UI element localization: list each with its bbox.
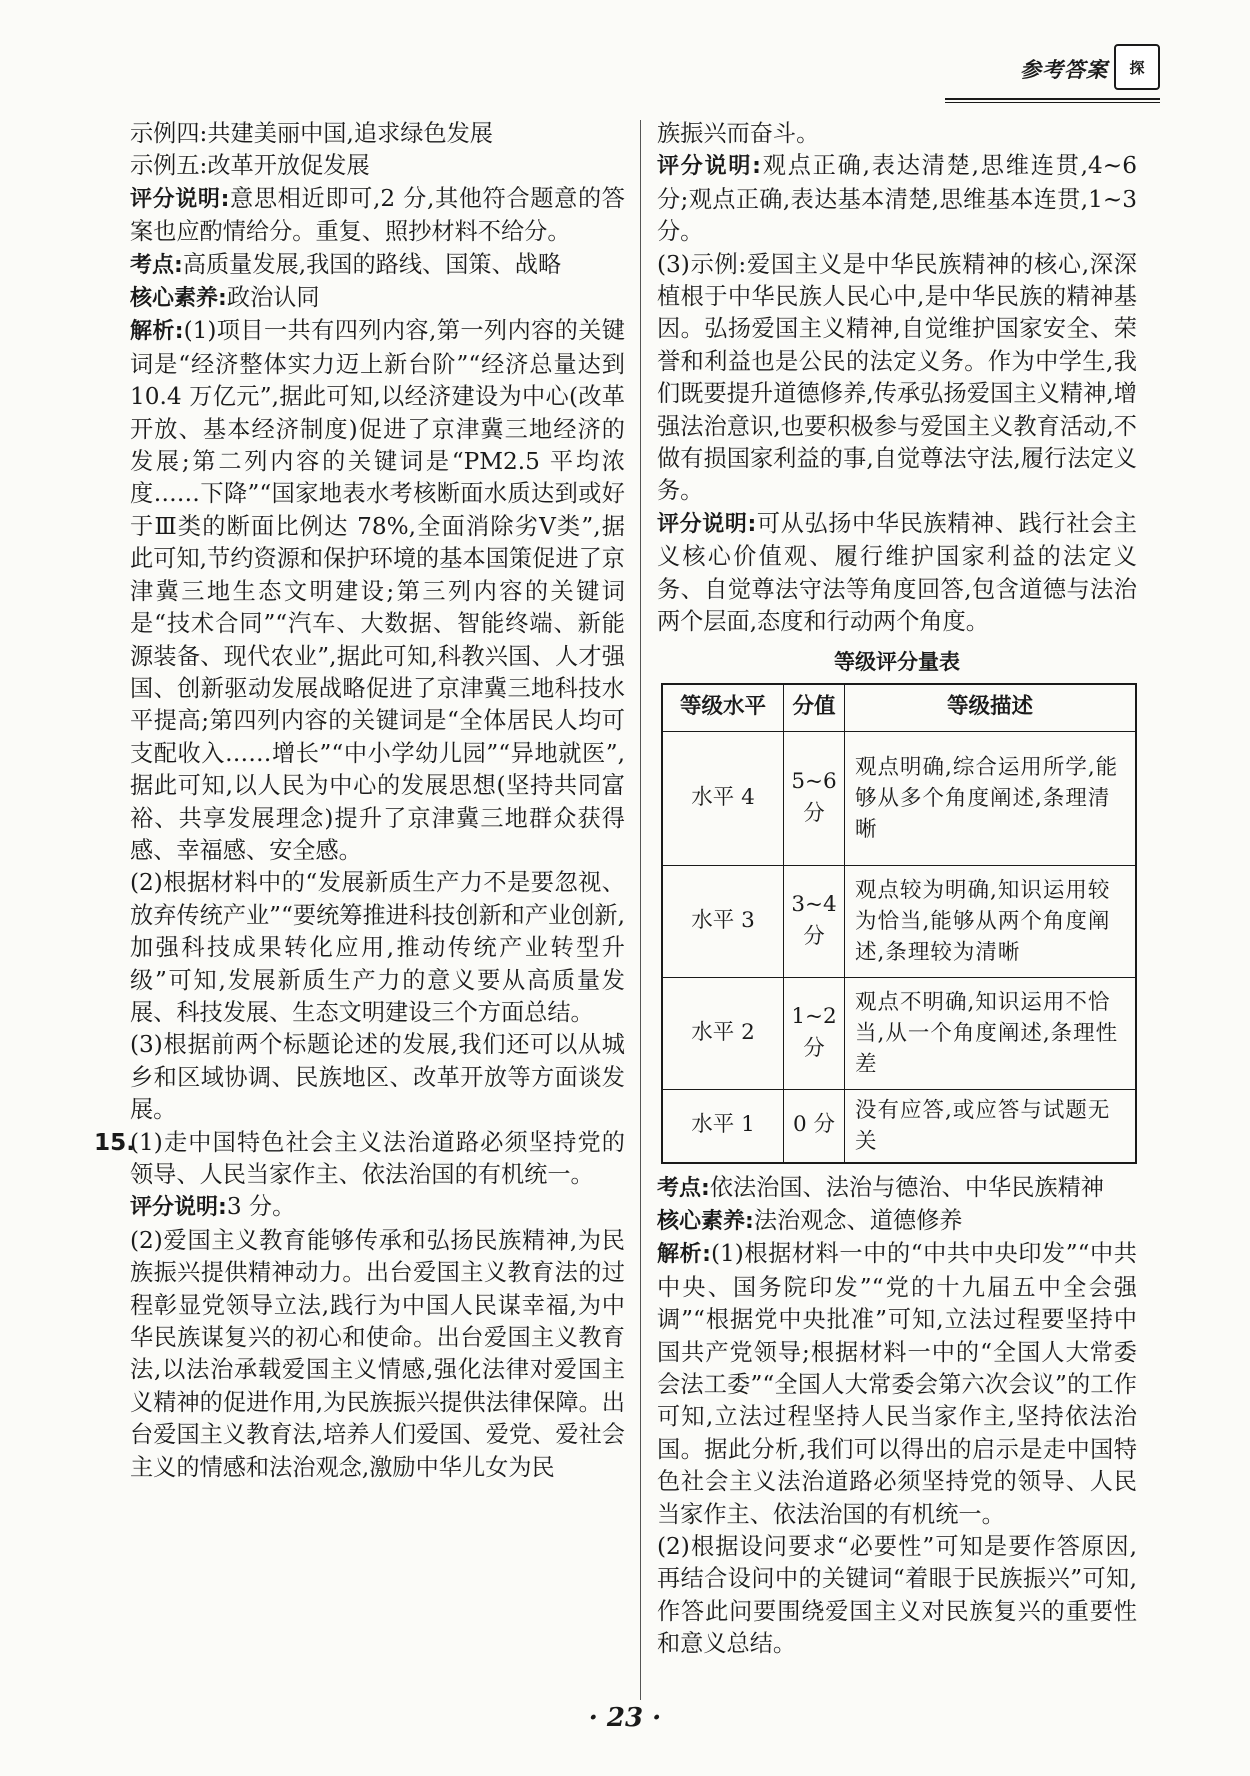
core-literacy-label: 核心素养:	[130, 286, 227, 312]
continued-text: 族振兴而奋斗。	[657, 120, 820, 147]
scoring-note-3	[657, 150, 1137, 248]
table-row	[662, 1089, 1136, 1163]
scoring-note	[130, 183, 625, 249]
core-literacy-label-right: 核心素养:	[657, 1208, 754, 1234]
question-15-answer-1: (1)走中国特色社会主义法治道路必须坚持党的领导、人民当家作主、依法治国的有机统一。	[130, 1128, 625, 1188]
header-description: 等级描述	[845, 684, 1137, 732]
test-point-right	[657, 1172, 1137, 1205]
analysis-text-1: (1)项目一共有四列内容,第一列内容的关键词是“经济整体实力迈上新台阶”“经济总量达到 10.4 万亿元”,据此可知,以经济建设为中心(改革开放、基本经济制度)促进了京津冀三地经济的发展;第二列内容的关键词是“PM2.5 平均浓度……下降”“国家地表水考核断面水质达到或好于Ⅲ类的断面比例达 78%,全面消除劣Ⅴ类”,据此可知,节约资源和保护环境的基本国策促进了京津冀三地生态文明建设;第三列内容的关键词是“技术合同”“汽车、大数据、智能终端、新能源装备、现代农业”,据此可知,科教兴国、人才强国、创新驱动发展战略促进了京津冀三地科技水平提高;第四列内容的关键词是“全体居民人均可支配收入……增长”“中小学幼儿园”“异地就医”,据此可知,以人民为中心的发展思想(坚持共同富裕、共享发展理念)提升了京津冀三地群众获得感、幸福感、安全感。	[130, 317, 625, 864]
test-point-text-right: 依法治国、法治与德治、中华民族精神	[709, 1173, 1104, 1201]
page-number: · 23 ·	[588, 1703, 662, 1733]
analysis-label-right: 解析:	[657, 1242, 711, 1268]
header-score: 分值	[784, 684, 845, 732]
scoring-label: 评分说明:	[130, 186, 230, 212]
scoring-text: 意思相近即可,2 分,其他符合题意的答案也应酌情给分。重复、照抄材料不给分。	[130, 184, 625, 246]
grade-table	[661, 683, 1137, 1164]
analysis-label: 解析:	[130, 319, 184, 345]
scoring-text-3: 观点正确,表达清楚,思维连贯,4~6 分;观点正确,表达基本清楚,思维基本连贯,1~3 分。	[657, 152, 1137, 246]
question-number: 15.	[94, 1128, 136, 1156]
scoring-label-4: 评分说明:	[657, 511, 757, 537]
level-cell: 水平 3	[662, 865, 784, 977]
header-title: 参考答案	[1020, 58, 1108, 82]
test-point-text: 高质量发展,我国的路线、国策、战略	[182, 250, 562, 278]
header-rule-thin	[945, 102, 1160, 103]
analysis-1	[130, 315, 625, 867]
description-cell: 没有应答,或应答与试题无关	[845, 1089, 1137, 1163]
score-cell: 0 分	[784, 1089, 845, 1163]
scoring-label-3: 评分说明:	[657, 154, 761, 180]
score-cell: 3~4 分	[784, 865, 845, 977]
scoring-text-4: 可从弘扬中华民族精神、践行社会主义核心价值观、履行维护国家利益的法定义务、自觉尊法守法等角度回答,包含道德与法治两个层面,态度和行动两个角度。	[657, 509, 1137, 636]
table-row	[662, 731, 1136, 865]
scoring-note-2	[130, 1191, 625, 1224]
analysis-2: (2)根据材料中的“发展新质生产力不是要忽视、放弃传统产业”“要统筹推进科技创新和产业创新,加强科技成果转化应用,推动传统产业转型升级”可知,发展新质生产力的意义要从高质量发展、科技发展、生态文明建设三个方面总结。	[130, 869, 625, 1026]
description-cell: 观点不明确,知识运用不恰当,从一个角度阐述,条理性差	[845, 977, 1137, 1089]
core-literacy-text-right: 法治观念、道德修养	[753, 1206, 963, 1234]
core-literacy-right	[657, 1205, 1137, 1238]
table-row	[662, 865, 1136, 977]
level-cell: 水平 4	[662, 731, 784, 865]
test-point-label-right: 考点:	[657, 1175, 710, 1201]
scoring-note-4	[657, 508, 1137, 639]
question-15-part-1	[94, 1127, 625, 1192]
example-4: 示例四:共建美丽中国,追求绿色发展	[130, 120, 493, 147]
right-column	[657, 118, 1137, 1661]
left-column	[94, 118, 625, 1484]
score-cell: 1~2 分	[784, 977, 845, 1089]
brand-logo-icon: 探	[1114, 44, 1160, 90]
level-cell: 水平 1	[662, 1089, 784, 1163]
table-row	[662, 977, 1136, 1089]
analysis-right-text-1: (1)根据材料一中的“中共中央印发”“中共中央、国务院印发”“党的十九届五中全会强调”“根据党中央批准”可知,立法过程要坚持中国共产党领导;根据材料一中的“全国人大常委会法工委”“全国人大常委会第六次会议”的工作可知,立法过程坚持人民当家作主,坚持依法治国。据此分析,我们可以得出的启示是走中国特色社会主义法治道路必须坚持党的领导、人民当家作主、依法治国的有机统一。	[657, 1240, 1137, 1528]
analysis-right-1	[657, 1238, 1137, 1531]
description-cell: 观点较为明确,知识运用较为恰当,能够从两个角度阐述,条理较为清晰	[845, 865, 1137, 977]
scoring-text-2: 3 分。	[226, 1193, 296, 1221]
core-literacy	[130, 282, 625, 315]
header-level: 等级水平	[662, 684, 784, 732]
test-point-label: 考点:	[130, 252, 183, 278]
test-point	[130, 249, 625, 282]
question-15-part-3: (3)示例:爱国主义是中华民族精神的核心,深深植根于中华民族人民心中,是中华民族的精神基因。弘扬爱国主义精神,自觉维护国家安全、荣誉和利益也是公民的法定义务。作为中学生,我们既要提升道德修养,传承弘扬爱国主义精神,增强法治意识,也要积极参与爱国主义教育活动,不做有损国家利益的事,自觉尊法守法,履行法定义务。	[657, 250, 1137, 505]
header-rule	[945, 98, 1160, 100]
analysis-3: (3)根据前两个标题论述的发展,我们还可以从城乡和区域协调、民族地区、改革开放等方面谈发展。	[130, 1031, 625, 1124]
scoring-label-2: 评分说明:	[130, 1195, 227, 1221]
question-15-part-2: (2)爱国主义教育能够传承和弘扬民族精神,为民族振兴提供精神动力。出台爱国主义教育法的过程彰显党领导立法,践行为中国人民谋幸福,为中华民族谋复兴的初心和使命。出台爱国主义教育法,以法治承载爱国主义情感,强化法律对爱国主义精神的促进作用,为民族振兴提供法律保障。出台爱国主义教育法,培养人们爱国、爱党、爱社会主义的情感和法治观念,激励中华儿女为民	[130, 1226, 625, 1481]
page-header	[860, 38, 1160, 108]
level-cell: 水平 2	[662, 977, 784, 1089]
example-5: 示例五:改革开放促发展	[130, 152, 370, 180]
table-header-row	[662, 684, 1136, 732]
grade-table-title: 等级评分量表	[834, 649, 960, 674]
description-cell: 观点明确,综合运用所学,能够从多个角度阐述,条理清晰	[845, 731, 1137, 865]
column-divider	[640, 120, 641, 1700]
core-literacy-text: 政治认同	[226, 284, 320, 312]
score-cell: 5~6 分	[784, 731, 845, 865]
analysis-right-2: (2)根据设问要求“必要性”可知是要作答原因,再结合设问中的关键词“着眼于民族振兴”可知,作答此问要围绕爱国主义对民族复兴的重要性和意义总结。	[657, 1532, 1137, 1658]
